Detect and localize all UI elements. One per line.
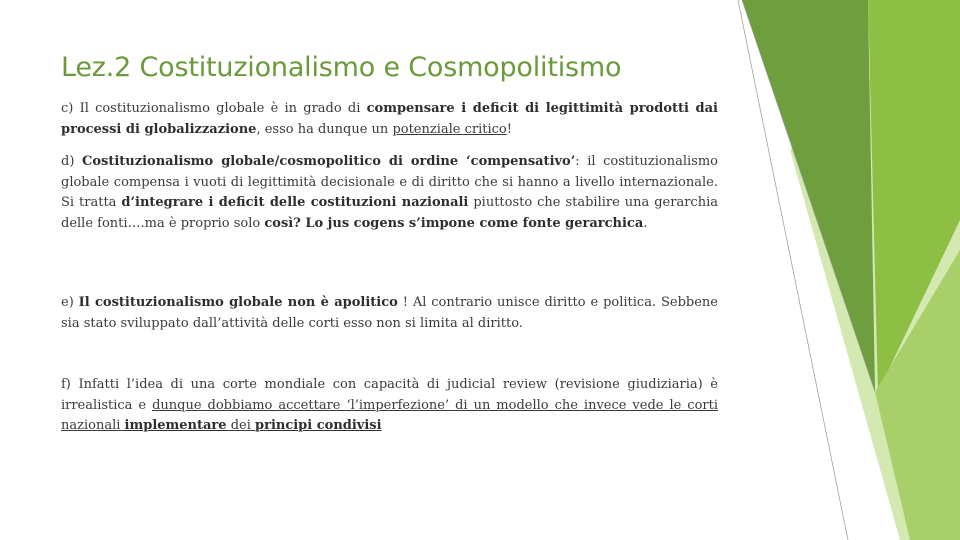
text-span: ! bbox=[506, 121, 512, 137]
paragraph-e bbox=[61, 293, 718, 334]
text-span: f) Infatti l’idea di una corte mondiale con capacità di judicial review (revisione giudiziaria) è irrealistica e bbox=[61, 377, 718, 413]
text-span: piuttosto che stabilire una gerarchia delle fonti….ma è proprio solo bbox=[61, 195, 718, 231]
underlined-span: dunque dobbiamo accettare ‘l’imperfezione’ di un modello che invece vede le corti nazionali bbox=[61, 397, 718, 433]
underlined-span: potenziale critico bbox=[392, 121, 507, 137]
text-span: d) bbox=[61, 154, 82, 169]
text-span: : il costituzionalismo globale compensa i vuoti di legittimità decisionale e di diritto che si hanno a livello internazionale. Si tratta bbox=[61, 154, 718, 210]
text-span: c) Il costituzionalismo globale è in grado di bbox=[61, 101, 367, 116]
paragraph-d bbox=[61, 152, 718, 234]
text-span: . bbox=[643, 215, 648, 231]
underlined-span: dei bbox=[226, 418, 255, 433]
slide-title: Lez.2 Costituzionalismo e Cosmopolitismo bbox=[61, 52, 622, 83]
bold-underlined-span: principi condivisi bbox=[255, 418, 382, 433]
text-span: , esso ha dunque un bbox=[256, 121, 393, 137]
bold-underlined-span: implementare bbox=[124, 418, 227, 433]
paragraph-c bbox=[61, 99, 718, 140]
bold-span: compensare i deficit di legittimità prodotti dai processi di globalizzazione bbox=[61, 101, 719, 137]
bold-span: d’integrare i deficit delle costituzioni nazionali bbox=[121, 195, 469, 210]
bold-span: Il costituzionalismo globale non è apolitico bbox=[78, 295, 398, 310]
text-span: ! Al contrario unisce diritto e politica. Sebbene sia stato sviluppato dall’attività delle corti esso non si limita al diritto. bbox=[61, 295, 718, 331]
bold-span: così? Lo jus cogens s’impone come fonte gerarchica bbox=[264, 215, 644, 231]
bold-span: Costituzionalismo globale/cosmopolitico di ordine ‘compensativo’ bbox=[82, 154, 576, 169]
paragraph-f bbox=[61, 375, 718, 437]
text-span: e) bbox=[61, 295, 79, 310]
slide-body bbox=[61, 99, 719, 433]
